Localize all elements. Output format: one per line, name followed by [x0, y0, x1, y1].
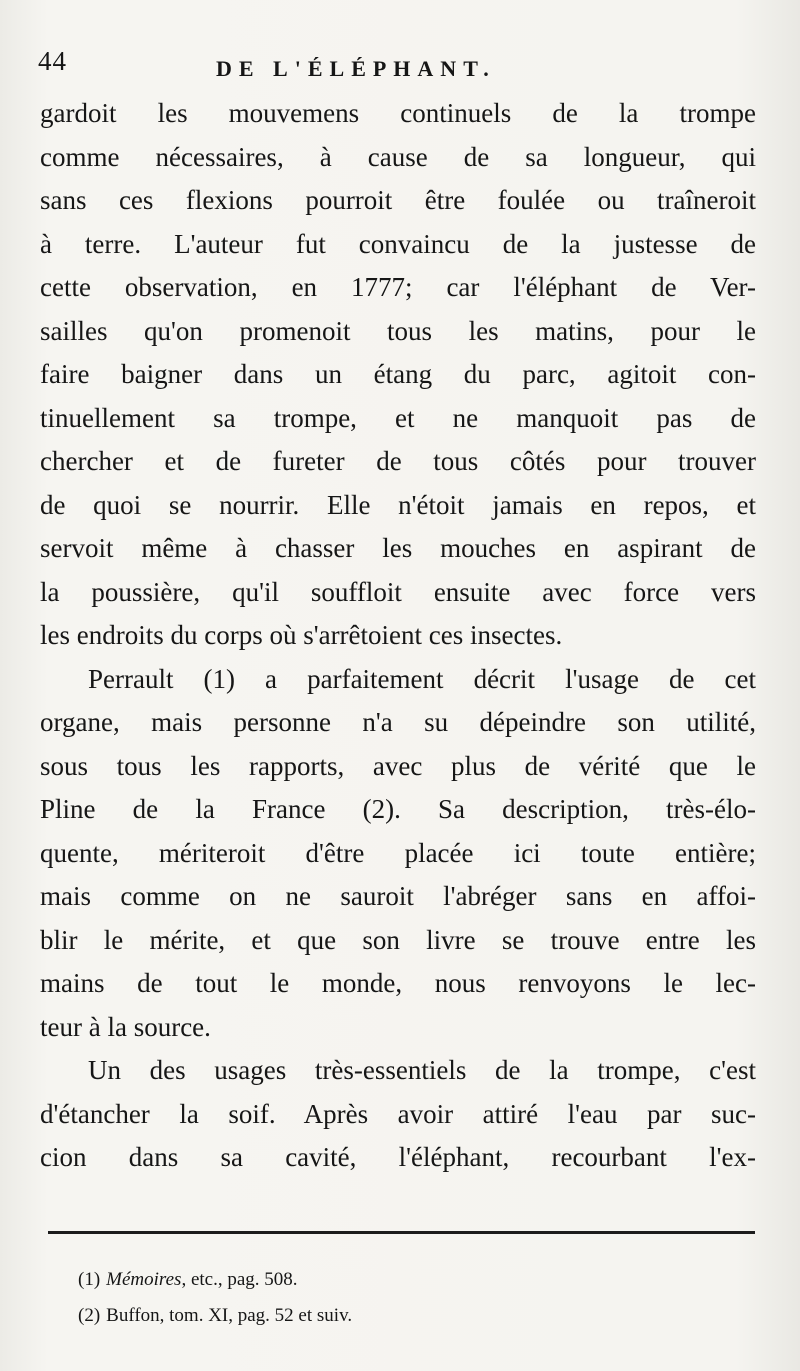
text-line: chercher et de fureter de tous côtés pour trouver — [40, 446, 756, 476]
text-line: d'étancher la soif. Après avoir attiré l'eau par suc- — [40, 1098, 756, 1129]
text-line: sailles qu'on promenoit tous les matins, pour le — [40, 315, 756, 346]
text-line: blir le mérite, et que son livre se trouve entre les — [40, 924, 756, 955]
text-line: mais comme on ne sauroit l'abréger sans en affoi- — [40, 881, 756, 911]
text-line: teur à la source. — [40, 1011, 211, 1042]
footnote-1 — [78, 1262, 678, 1298]
running-title: DE L'ÉLÉPHANT. — [216, 56, 496, 81]
text-line: gardoit les mouvemens continuels de la trompe — [40, 98, 756, 128]
text-line: cette observation, en 1777; car l'éléphant de Ver- — [40, 272, 756, 302]
text-line: quente, mériteroit d'être placée ici toute entière; — [40, 837, 756, 868]
footnotes — [78, 1262, 678, 1334]
text-line: les endroits du corps où s'arrêtoient ces insectes. — [40, 620, 563, 650]
footnote-marker: (1) — [78, 1269, 101, 1290]
footnote-title: Mémoires — [106, 1269, 182, 1290]
footnote-marker: (2) — [78, 1305, 101, 1326]
text-line: Pline de la France (2). Sa description, très-élo- — [40, 794, 756, 824]
text-line: tinuellement sa trompe, et ne manquoit pas de — [40, 402, 756, 433]
text-line: la poussière, qu'il souffloit ensuite avec force vers — [40, 576, 756, 607]
footnote-text: Buffon, tom. XI, pag. 52 et suiv. — [106, 1305, 353, 1326]
text-line: sous tous les rapports, avec plus de vérité que le — [40, 750, 756, 781]
text-line: Un des usages très-essentiels de la trompe, c'est — [88, 1055, 756, 1085]
running-head — [0, 44, 800, 84]
text-line: organe, mais personne n'a su dépeindre son utilité, — [40, 707, 756, 737]
body-text — [40, 92, 756, 1180]
text-line: servoit même à chasser les mouches en aspirant de — [40, 533, 756, 563]
footnote-2 — [78, 1298, 678, 1334]
text-line: cion dans sa cavité, l'éléphant, recourbant l'ex- — [40, 1142, 756, 1172]
text-line: Perrault (1) a parfaitement décrit l'usage de cet — [88, 663, 756, 694]
text-line: sans ces flexions pourroit être foulée ou traîneroit — [40, 185, 756, 215]
text-line: mains de tout le monde, nous renvoyons le lec- — [40, 968, 756, 998]
footnote-rule — [48, 1231, 755, 1234]
footnote-text: , etc., pag. 508. — [181, 1269, 298, 1290]
page-number: 44 — [38, 46, 67, 76]
text-line: à terre. L'auteur fut convaincu de la justesse de — [40, 228, 756, 259]
text-line: faire baigner dans un étang du parc, agitoit con- — [40, 359, 756, 389]
text-line: de quoi se nourrir. Elle n'étoit jamais en repos, et — [40, 489, 756, 520]
text-line: comme nécessaires, à cause de sa longueur, qui — [40, 141, 756, 172]
